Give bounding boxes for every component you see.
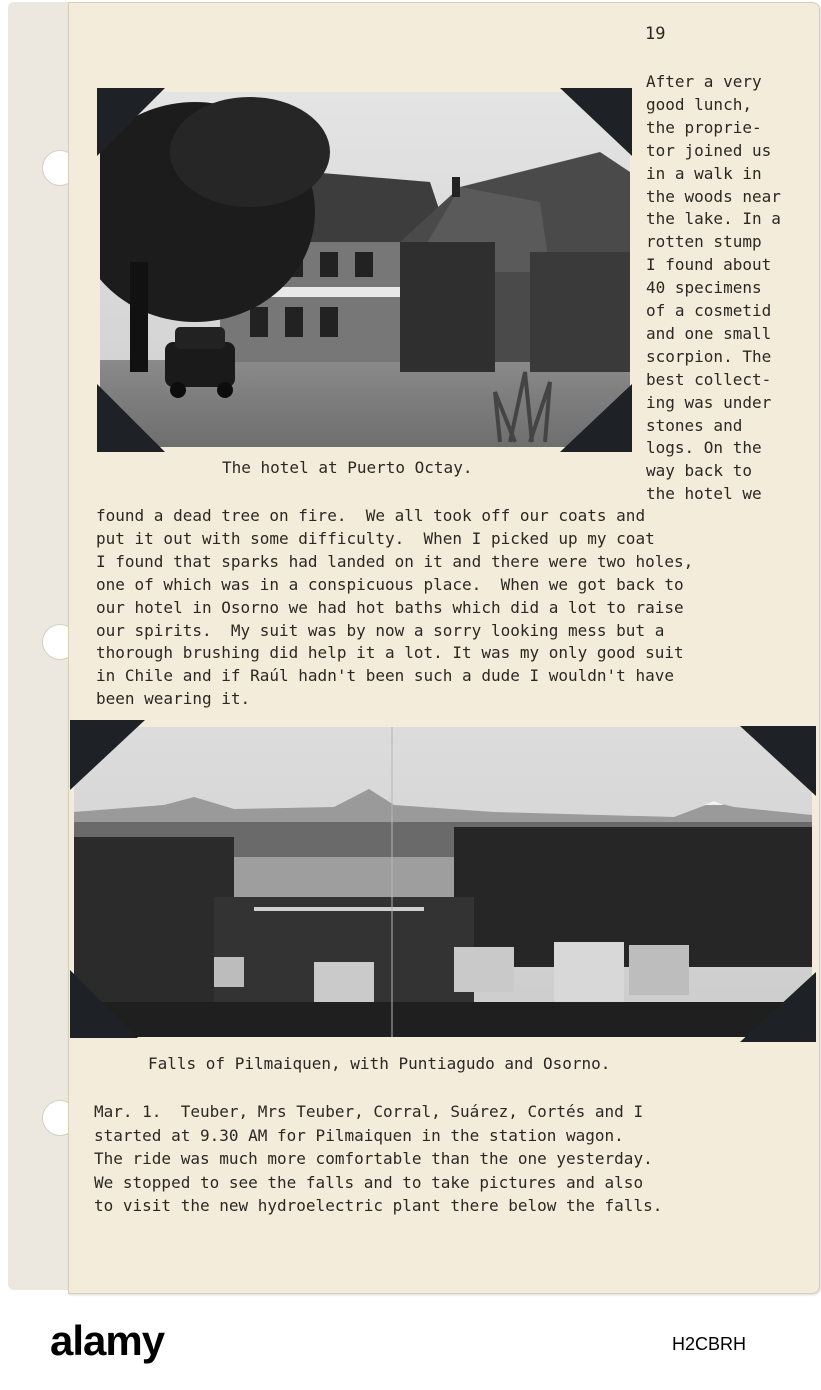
hotel-photo-caption: The hotel at Puerto Octay. (222, 458, 473, 477)
body-text-line: been wearing it. (96, 689, 251, 709)
falls-photo-image (74, 727, 812, 1037)
side-text-line: 40 specimens (646, 278, 762, 298)
side-text-line: the proprie- (646, 117, 762, 137)
side-text-line: the woods near (646, 186, 781, 206)
side-text-line: and one small (646, 323, 772, 343)
alamy-logo: alamy (50, 1317, 165, 1364)
photo-corner-mounts (97, 88, 165, 452)
body-text-line: our hotel in Osorno we had hot baths which did a lot to raise (96, 597, 684, 617)
side-text-line: After a very (646, 72, 762, 91)
photo-corner-mounts (560, 88, 632, 452)
side-text-line: scorpion. The (646, 346, 772, 366)
hotel-photo-image (100, 92, 630, 447)
side-text-line: stones and (646, 415, 743, 435)
body-text-line: found a dead tree on fire. We all took off our coats and (96, 506, 646, 525)
side-text-line: good lunch, (646, 94, 752, 114)
body-text-line: put it out with some difficulty. When I picked up my coat (96, 528, 655, 548)
body-text-line: I found that sparks had landed on it and there were two holes, (96, 551, 694, 571)
side-text-line: of a cosmetid (646, 301, 772, 320)
body-text-line: our spirits. My suit was by now a sorry looking mess but a (96, 620, 665, 640)
side-text-line: I found about (646, 255, 772, 275)
diary-entry-line: Mar. 1. Teuber, Mrs Teuber, Corral, Suárez, Cortés and I (94, 1102, 644, 1121)
body-text-line: thorough brushing did help it a lot. It was my only good suit (96, 643, 684, 663)
side-text-line: ing was under (646, 392, 772, 412)
side-text-line: way back to (646, 461, 752, 481)
falls-photo-caption: Falls of Pilmaiquen, with Puntiagudo and Osorno. (148, 1054, 611, 1073)
hotel-photo (100, 92, 630, 447)
side-text-line: tor joined us (646, 140, 772, 160)
side-text-line: the lake. In a (646, 209, 781, 229)
diary-entry-line: to visit the new hydroelectric plant there below the falls. (94, 1196, 663, 1215)
stock-footer (0, 1300, 821, 1390)
photo-corner-mounts (740, 726, 816, 1042)
falls-photo (74, 727, 812, 1037)
side-text-line: best collect- (646, 369, 772, 389)
side-text-line: rotten stump (646, 232, 762, 252)
body-text-line: one of which was in a conspicuous place. When we got back to (96, 574, 684, 594)
side-text-line: in a walk in (646, 163, 762, 183)
side-text-line: the hotel we (646, 484, 762, 504)
photo-corner-mounts (70, 720, 145, 1038)
diary-entry-line: started at 9.30 AM for Pilmaiquen in the station wagon. (94, 1125, 624, 1145)
side-text-line: logs. On the (646, 438, 762, 458)
diary-entry-line: We stopped to see the falls and to take pictures and also (94, 1172, 644, 1192)
binding-strip (8, 2, 75, 1290)
page-number: 19 (645, 24, 666, 44)
image-id: H2CBRH (672, 1334, 747, 1354)
body-text-line: in Chile and if Raúl hadn't been such a dude I wouldn't have (96, 666, 674, 686)
diary-entry-line: The ride was much more comfortable than the one yesterday. (94, 1149, 653, 1168)
